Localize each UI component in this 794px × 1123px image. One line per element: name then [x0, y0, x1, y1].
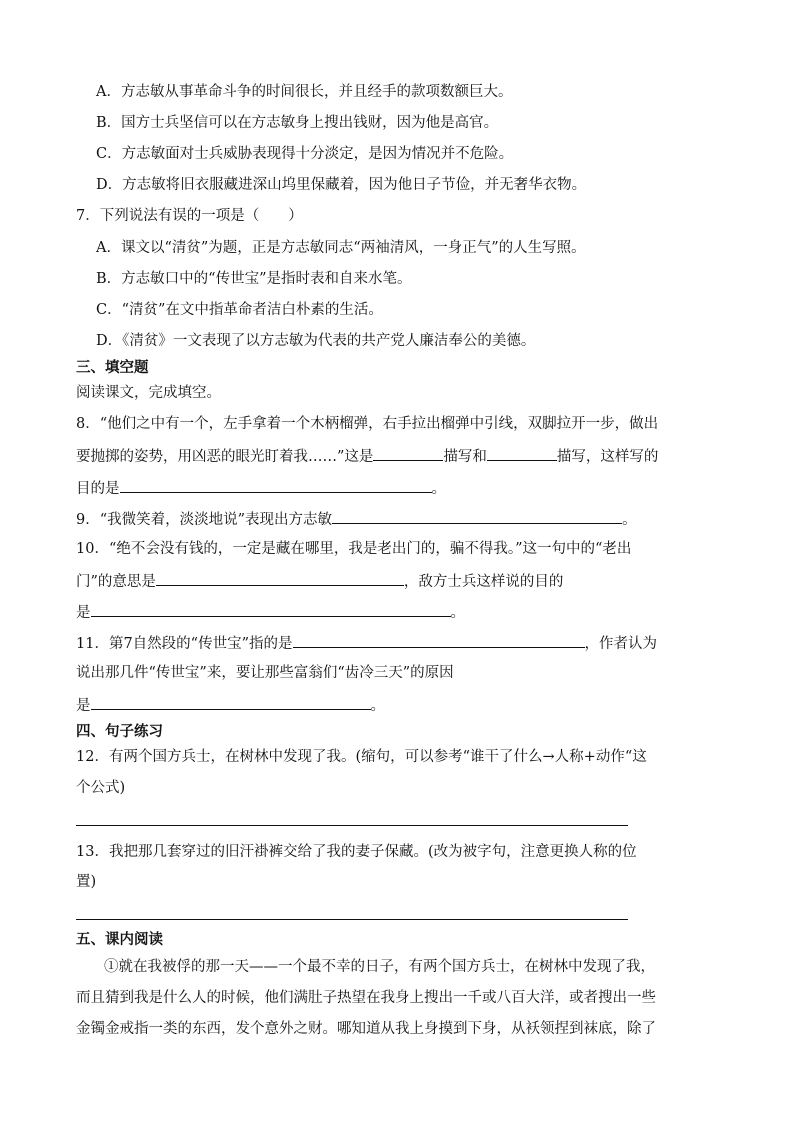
q11-text-b: ，作者认为 [584, 636, 658, 652]
q11-blank-1[interactable] [293, 632, 585, 648]
q10-line-3 [76, 601, 465, 623]
q9-text-a: 9．“我微笑着，淡淡地说”表现出方志敏 [76, 512, 333, 528]
q10-blank-2[interactable] [91, 601, 451, 617]
q9-line [76, 508, 637, 530]
q13-line-1: 13．我把那几套穿过的旧汗褂裤交给了我的妻子保藏。(改为被字句，注意更换人称的位 [76, 844, 637, 860]
q12-line-2: 个公式) [76, 780, 126, 796]
q11-line-2: 说出那几件“传世宝”来，要让那些富翁们“齿冷三天”的原因 [76, 665, 454, 681]
q7-stem: 7．下列说法有误的一项是（ ） [76, 208, 303, 224]
q8-text-e: 。 [431, 481, 446, 497]
q10-text-c: 是 [76, 605, 91, 621]
passage-line-2: 而且猜到我是什么人的时候，他们满肚子热望在我身上搜出一千或八百大洋，或者搜出一些 [76, 990, 656, 1006]
q10-text-d: 。 [450, 605, 465, 621]
q13-answer-line[interactable] [76, 919, 628, 920]
q10-text-b: ，敌方士兵这样说的目的 [403, 574, 564, 590]
q10-line-1: 10．“绝不会没有钱的，一定是藏在哪里，我是老出门的，骗不得我。”这一句中的“老出 [76, 541, 632, 557]
passage-line-1: ①就在我被俘的那一天——一个最不幸的日子，有两个国方兵士，在树林中发现了我， [104, 959, 655, 975]
q7-option-d: D．《清贫》一文表现了以方志敏为代表的共产党人廉洁奉公的美德。 [96, 333, 536, 349]
q7-option-c: C．“清贫”在文中指革命者洁白朴素的生活。 [96, 302, 383, 318]
q11-text-c: 是 [76, 698, 91, 714]
q9-blank[interactable] [332, 508, 622, 524]
q6-option-c: C．方志敏面对士兵威胁表现得十分淡定，是因为情况并不危险。 [96, 146, 514, 162]
q10-blank-1[interactable] [156, 570, 404, 586]
q7-option-a: A．课文以“清贫”为题，正是方志敏同志“两袖清风，一身正气”的人生写照。 [96, 240, 586, 256]
q6-option-b: B．国方士兵坚信可以在方志敏身上搜出钱财，因为他是高官。 [96, 115, 499, 131]
passage-line-3: 金镯金戒指一类的东西，发个意外之财。哪知道从我上身摸到下身，从袄领捏到袜底，除了 [76, 1021, 656, 1037]
q10-text-a: 门”的意思是 [76, 574, 156, 590]
q12-answer-line[interactable] [76, 825, 628, 826]
q7-option-b: B．方志敏口中的“传世宝”是指时表和自来水笔。 [96, 271, 412, 287]
q11-text-a: 11．第7自然段的“传世宝”指的是 [76, 636, 293, 652]
q8-line-3 [76, 477, 446, 499]
q8-text-a: 要抛掷的姿势，用凶恶的眼光盯着我……”这是 [76, 449, 374, 465]
q10-line-2 [76, 570, 563, 592]
q12-line-1: 12．有两个国方兵士，在树林中发现了我。(缩句，可以参考“谁干了什么→人称+动作“这 [76, 749, 647, 765]
q8-blank-1[interactable] [373, 445, 443, 461]
section-3-heading: 三、填空题 [76, 359, 149, 376]
q8-line-2 [76, 445, 658, 467]
q11-line-1 [76, 632, 657, 654]
section-3-intro: 阅读课文，完成填空。 [76, 385, 221, 401]
q13-line-2: 置) [76, 874, 97, 890]
q6-option-a: A．方志敏从事革命斗争的时间很长，并且经手的款项数额巨大。 [96, 84, 513, 100]
q8-text-b: 描写和 [443, 449, 487, 465]
q6-option-d: D．方志敏将旧衣服藏进深山坞里保藏着，因为他日子节俭，并无奢华衣物。 [96, 177, 587, 193]
q8-line-1: 8．“他们之中有一个，左手拿着一个木柄榴弹，右手拉出榴弹中引线，双脚拉开一步，做出 [76, 416, 659, 432]
q11-blank-2[interactable] [91, 694, 371, 710]
q9-text-b: 。 [622, 512, 637, 528]
section-5-heading: 五、课内阅读 [76, 931, 163, 948]
q8-blank-2[interactable] [487, 445, 557, 461]
q11-line-3 [76, 694, 385, 716]
section-4-heading: 四、句子练习 [76, 723, 163, 740]
q8-text-c: 描写，这样写的 [556, 449, 659, 465]
q8-blank-3[interactable] [120, 477, 432, 493]
q11-text-d: 。 [370, 698, 385, 714]
q8-text-d: 目的是 [76, 481, 120, 497]
